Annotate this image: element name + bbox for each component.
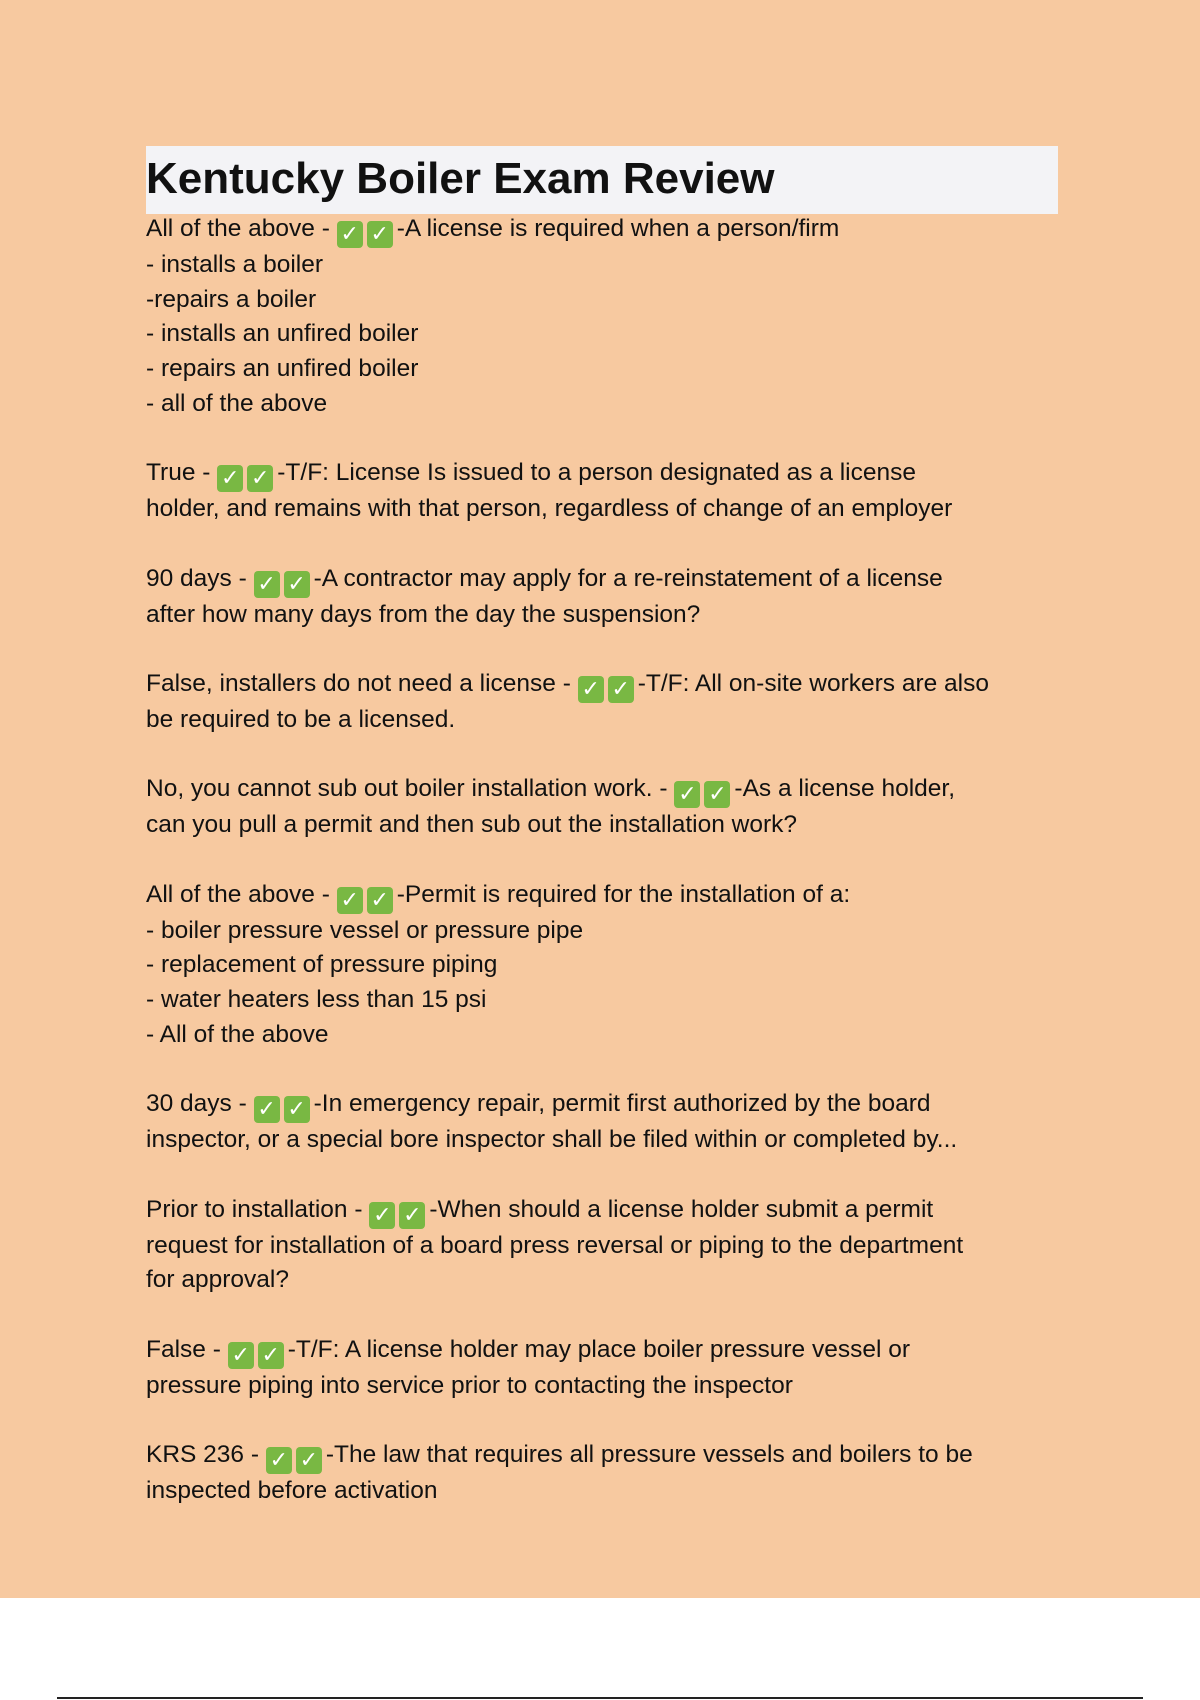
question-text: T/F: A license holder may place boiler pressure vessel or [295,1335,911,1363]
question-continuation: inspector, or a special bore inspector shall be filed within or completed by... [146,1126,958,1154]
question-text: T/F: License Is issued to a person designated as a license [285,459,916,487]
question-continuation: -repairs a boiler [146,285,317,313]
answer-text: 30 days [146,1090,232,1118]
qa-first-line: All of the above - ✓ ✓ -Permit is required for the installation of a: [146,880,851,913]
qa-entry [146,212,1066,422]
question-continuation: - installs a boiler [146,251,324,278]
qa-list [146,212,1066,1544]
question-text: A license is required when a person/firm [404,215,840,242]
separator: - [231,564,254,592]
check-mark-icon: ✓ [608,676,634,703]
qa-entry [146,1333,1066,1404]
separator: - [652,775,675,803]
check-mark-icon: ✓ [284,571,310,598]
qa-entry [146,562,1066,633]
answer-text: All of the above [146,880,315,908]
separator: - [555,669,578,697]
check-mark-icon: ✓ [228,1342,254,1369]
separator: - [205,1335,228,1363]
qa-first-line: No, you cannot sub out boiler installation work. - ✓ ✓ -As a license holder, [146,775,956,808]
question-continuation: - all of the above [146,389,328,417]
question-text: A contractor may apply for a re-reinstatement of a license [321,564,943,592]
question-text: In emergency repair, permit first authorized by the board [321,1090,931,1118]
document-title: Kentucky Boiler Exam Review [146,154,775,203]
qa-entry [146,1087,1066,1158]
answer-text: KRS 236 [146,1441,245,1469]
question-continuation: holder, and remains with that person, regardless of change of an employer [146,495,953,523]
answer-text: False, installers do not need a license [146,669,556,697]
question-continuation: can you pull a permit and then sub out the installation work? [146,811,798,839]
qa-first-line: All of the above - ✓ ✓ -A license is required when a person/firm [146,215,840,247]
separator: - [314,215,337,242]
answer-text: True [146,459,196,487]
check-mark-icon: ✓ [367,887,393,914]
check-mark-icon: ✓ [367,221,393,248]
qa-entry [146,772,1066,843]
answer-text: Prior to installation [146,1195,348,1223]
footer-divider [57,1697,1143,1699]
separator: - [347,1195,370,1223]
check-mark-icon: ✓ [254,1096,280,1123]
qa-entry [146,1438,1066,1509]
question-text: As a license holder, [742,775,956,803]
qa-entry [146,667,1066,738]
qa-first-line: False - ✓ ✓ -T/F: A license holder may place boiler pressure vessel or [146,1335,911,1368]
check-mark-icon: ✓ [266,1447,292,1474]
check-mark-icon: ✓ [284,1096,310,1123]
qa-first-line: KRS 236 - ✓ ✓ -The law that requires all pressure vessels and boilers to be [146,1441,973,1474]
check-mark-icon: ✓ [247,465,273,492]
qa-first-line: True - ✓ ✓ -T/F: License Is issued to a person designated as a license [146,459,916,492]
separator: - [244,1441,266,1469]
answer-text: 90 days [146,564,232,592]
qa-entry [146,456,1066,527]
question-continuation: for approval? [146,1266,290,1294]
qa-first-line: 90 days - ✓ ✓ -A contractor may apply for a re-reinstatement of a license [146,564,943,597]
question-continuation: - water heaters less than 15 psi [146,986,487,1014]
question-continuation: request for installation of a board press reversal or piping to the department [146,1231,964,1259]
separator: - [231,1090,254,1118]
question-text: When should a license holder submit a permit [437,1195,934,1223]
question-continuation: pressure piping into service prior to contacting the inspector [146,1371,793,1399]
separator: - [314,880,337,908]
question-continuation: - repairs an unfired boiler [146,355,419,383]
check-mark-icon: ✓ [704,781,730,808]
check-mark-icon: ✓ [337,221,363,248]
answer-text: No, you cannot sub out boiler installation work. [146,775,653,803]
question-text: Permit is required for the installation of a: [404,880,851,908]
check-mark-icon: ✓ [258,1342,284,1369]
qa-entry [146,1193,1066,1298]
qa-entry [146,878,1066,1053]
question-continuation: - replacement of pressure piping [146,951,498,979]
question-continuation: - All of the above [146,1020,329,1048]
check-mark-icon: ✓ [217,465,243,492]
qa-first-line: 30 days - ✓ ✓ -In emergency repair, permit first authorized by the board [146,1090,931,1123]
question-continuation: - installs an unfired boiler [146,320,419,348]
question-text: The law that requires all pressure vessels and boilers to be [334,1441,973,1469]
check-mark-icon: ✓ [254,571,280,598]
question-text: T/F: All on-site workers are also [645,669,989,697]
separator: - [195,459,218,487]
check-mark-icon: ✓ [337,887,363,914]
check-mark-icon: ✓ [399,1202,425,1229]
question-continuation: be required to be a licensed. [146,705,456,733]
qa-first-line: Prior to installation - ✓ ✓ -When should a license holder submit a permit [146,1195,934,1228]
answer-text: False [146,1335,206,1363]
answer-text: All of the above [146,215,315,242]
check-mark-icon: ✓ [369,1202,395,1229]
question-continuation: - boiler pressure vessel or pressure pipe [146,916,584,944]
check-mark-icon: ✓ [674,781,700,808]
check-mark-icon: ✓ [578,676,604,703]
question-continuation: inspected before activation [146,1477,438,1505]
qa-first-line: False, installers do not need a license - ✓ ✓ -T/F: All on-site workers are also [146,669,989,702]
check-mark-icon: ✓ [296,1447,322,1474]
question-continuation: after how many days from the day the suspension? [146,600,701,628]
